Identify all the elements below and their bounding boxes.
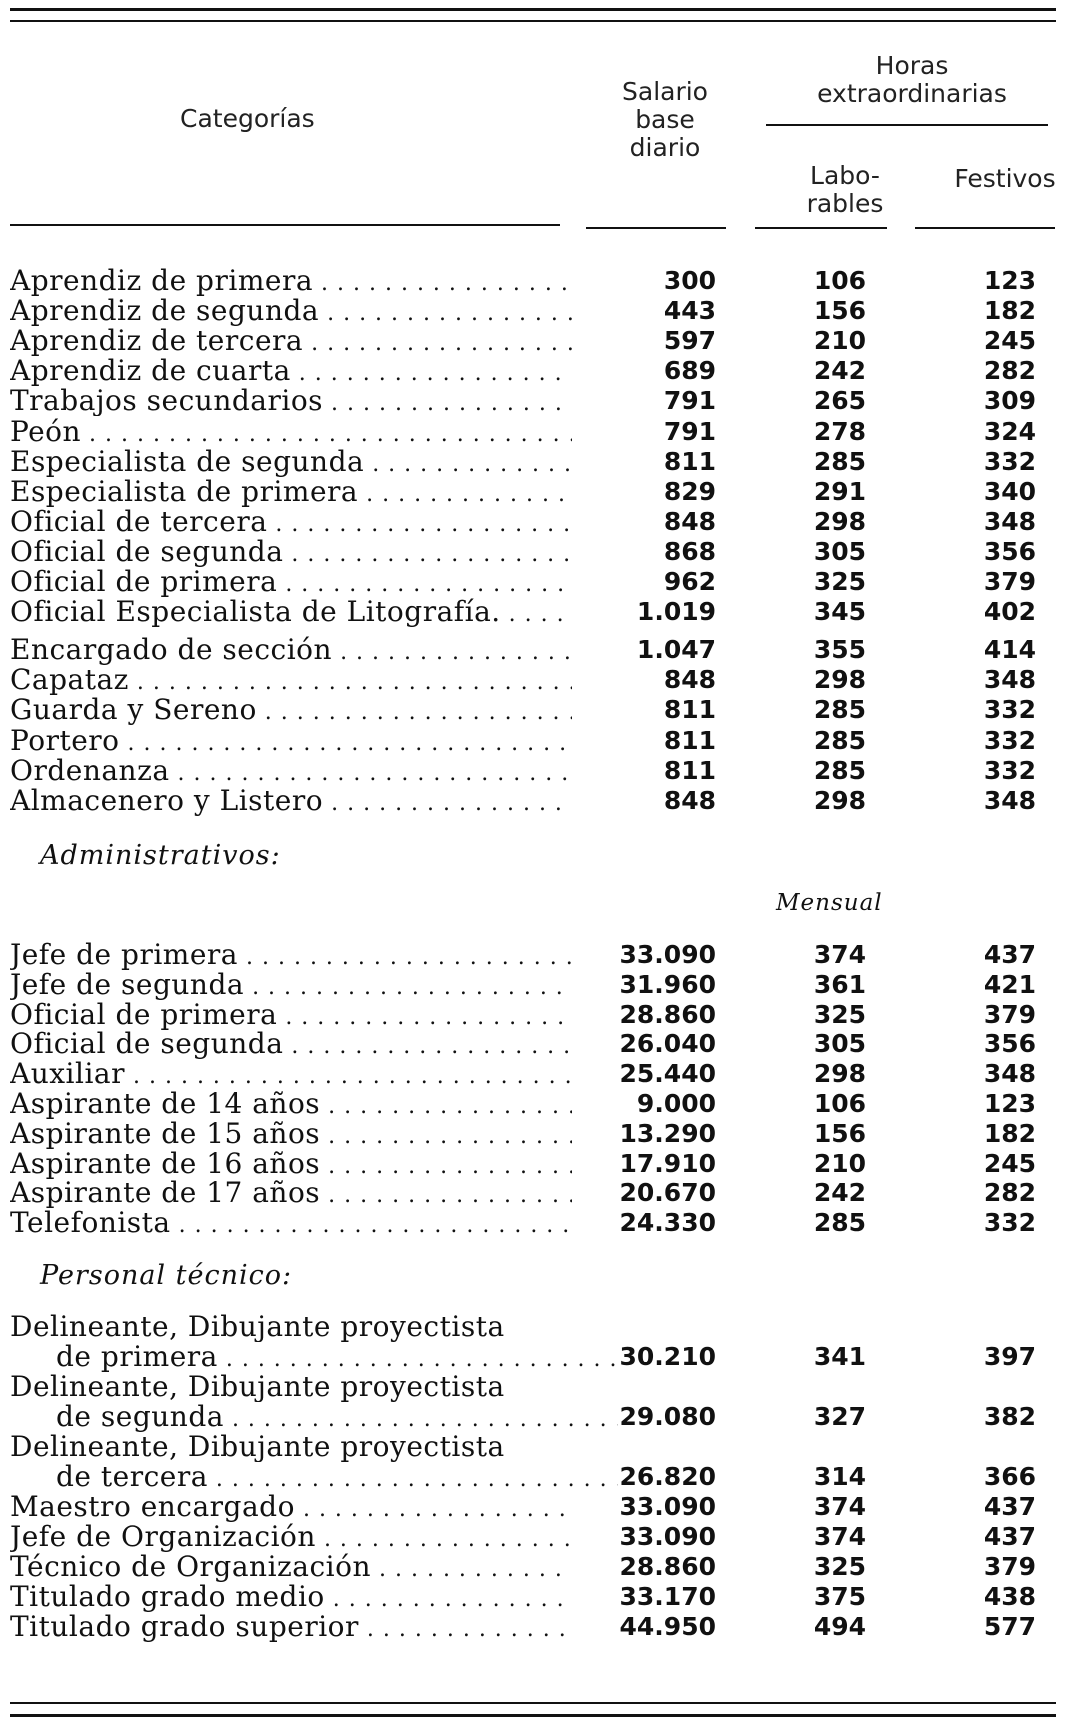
label-mensual: Mensual (776, 890, 883, 916)
header-rule-laborables (755, 227, 887, 229)
operario-row (0, 567, 1066, 597)
operario-category: Portero . . . (10, 726, 572, 756)
operario-festivos: 182 (983, 296, 1036, 326)
operario-laborables: 242 (813, 356, 866, 386)
administrativo-laborables: 106 (813, 1089, 866, 1118)
tecnico-festivos: 438 (983, 1582, 1036, 1611)
operario-category: Aprendiz de segunda . . . (10, 296, 572, 326)
operario-laborables: 210 (813, 326, 866, 356)
tecnico-festivos: 379 (983, 1552, 1036, 1581)
operario-salario: 1.047 (636, 635, 716, 665)
operario-festivos: 340 (983, 476, 1036, 506)
operario-salario: 848 (663, 785, 716, 815)
operario-category: Oficial de segunda . . . (10, 537, 572, 567)
top-rule (10, 8, 1056, 11)
tecnico-salario: 29.080 (619, 1402, 716, 1431)
operario-row (0, 326, 1066, 356)
administrativo-laborables: 325 (813, 999, 866, 1029)
administrativo-salario: 17.910 (619, 1148, 716, 1178)
tecnico-category: de primera . . . (56, 1342, 618, 1372)
operario-row (0, 635, 1066, 665)
operario-row (0, 386, 1066, 416)
operario-row (0, 726, 1066, 756)
section-tecnico: Personal técnico: (40, 1260, 293, 1291)
operario-salario: 300 (663, 266, 716, 295)
tecnico-festivos: 366 (983, 1462, 1036, 1491)
tecnico-category: Maestro encargado . . . (10, 1492, 572, 1522)
operario-laborables: 285 (813, 725, 866, 755)
bottom-rule (10, 1714, 1056, 1717)
tecnico-row (0, 1402, 1066, 1432)
operario-category: Encargado de sección . . . (10, 635, 572, 665)
operario-category: Guarda y Sereno . . . (10, 695, 572, 725)
administrativo-row (0, 1119, 1066, 1149)
tecnico-laborables: 494 (813, 1612, 866, 1641)
tecnico-row (0, 1582, 1066, 1612)
operario-row (0, 356, 1066, 386)
operario-category: Almacenero y Listero . . . (10, 786, 572, 816)
operario-row (0, 786, 1066, 816)
tecnico-festivos: 437 (983, 1492, 1036, 1521)
operario-salario: 811 (663, 725, 716, 755)
operario-row (0, 417, 1066, 447)
top-rule-thin (10, 20, 1056, 22)
administrativo-festivos: 348 (983, 1059, 1036, 1089)
operario-salario: 962 (663, 567, 716, 596)
operario-laborables: 325 (813, 567, 866, 596)
administrativo-category: Aspirante de 15 años . . . (10, 1119, 572, 1149)
operario-row (0, 507, 1066, 537)
administrativo-salario: 28.860 (619, 999, 716, 1029)
header-festivos: Festivos (954, 164, 1056, 193)
operario-festivos: 379 (983, 567, 1036, 596)
operario-laborables: 291 (813, 476, 866, 506)
tecnico-category-line1: Delineante, Dibujante proyectista (10, 1372, 505, 1402)
operario-category: Oficial de primera . . . (10, 567, 572, 597)
tecnico-category: de segunda . . . (56, 1402, 618, 1432)
administrativo-festivos: 437 (983, 940, 1036, 969)
operario-laborables: 106 (813, 266, 866, 295)
administrativo-salario: 20.670 (619, 1178, 716, 1208)
tecnico-laborables: 374 (813, 1492, 866, 1521)
operario-salario: 868 (663, 536, 716, 566)
operario-category: Oficial Especialista de Litografía. . . . (10, 597, 572, 627)
operario-festivos: 123 (983, 266, 1036, 295)
operario-category: Oficial de tercera . . . (10, 507, 572, 537)
operario-salario: 597 (663, 326, 716, 356)
operario-festivos: 332 (983, 446, 1036, 476)
operario-row (0, 447, 1066, 477)
administrativo-festivos: 379 (983, 999, 1036, 1029)
operario-salario: 848 (663, 665, 716, 695)
tecnico-laborables: 327 (813, 1402, 866, 1431)
tecnico-laborables: 341 (813, 1342, 866, 1371)
administrativo-row (0, 1029, 1066, 1059)
administrativo-salario: 24.330 (619, 1208, 716, 1238)
header-rule-festivos (915, 227, 1055, 229)
operario-category: Ordenanza . . . (10, 756, 572, 786)
header-rule-categorias (10, 224, 560, 226)
operario-salario: 829 (663, 476, 716, 506)
operario-salario: 811 (663, 695, 716, 725)
administrativo-festivos: 123 (983, 1089, 1036, 1118)
tecnico-salario: 44.950 (619, 1612, 716, 1641)
operario-laborables: 285 (813, 446, 866, 476)
administrativo-category: Oficial de primera . . . (10, 1000, 572, 1030)
operario-category: Peón . . . (10, 417, 572, 447)
operario-laborables: 285 (813, 755, 866, 785)
tecnico-festivos: 382 (983, 1402, 1036, 1431)
operario-salario: 443 (663, 296, 716, 326)
tecnico-category: Titulado grado medio . . . (10, 1582, 572, 1612)
operario-row (0, 296, 1066, 326)
header-laborables: Labo- rables (806, 161, 884, 218)
header-categorias: Categorías (180, 104, 315, 133)
administrativo-salario: 13.290 (619, 1118, 716, 1148)
administrativo-laborables: 242 (813, 1178, 866, 1208)
tecnico-category: Técnico de Organización . . . (10, 1552, 572, 1582)
operario-laborables: 298 (813, 665, 866, 695)
tecnico-salario: 33.170 (619, 1582, 716, 1611)
administrativo-row (0, 1178, 1066, 1208)
operario-salario: 811 (663, 755, 716, 785)
administrativo-festivos: 421 (983, 969, 1036, 999)
tecnico-laborables: 325 (813, 1552, 866, 1581)
tecnico-festivos: 437 (983, 1522, 1036, 1551)
operario-salario: 1.019 (636, 597, 716, 627)
operario-laborables: 265 (813, 386, 866, 416)
operario-row (0, 756, 1066, 786)
operario-festivos: 356 (983, 536, 1036, 566)
operario-laborables: 345 (813, 597, 866, 627)
administrativo-row (0, 1000, 1066, 1030)
operario-festivos: 332 (983, 755, 1036, 785)
operario-laborables: 298 (813, 785, 866, 815)
administrativo-salario: 9.000 (636, 1089, 716, 1118)
operario-laborables: 285 (813, 695, 866, 725)
tecnico-laborables: 374 (813, 1522, 866, 1551)
operario-festivos: 282 (983, 356, 1036, 386)
operario-category: Aprendiz de primera . . . (10, 266, 572, 296)
operario-festivos: 309 (983, 386, 1036, 416)
operario-row (0, 597, 1066, 627)
administrativo-festivos: 356 (983, 1029, 1036, 1059)
administrativo-row (0, 1089, 1066, 1119)
operario-row (0, 537, 1066, 567)
operario-salario: 811 (663, 446, 716, 476)
tecnico-category: Jefe de Organización . . . (10, 1522, 572, 1552)
operario-salario: 791 (663, 386, 716, 416)
administrativo-salario: 26.040 (619, 1029, 716, 1059)
header-rule-salario (586, 227, 726, 229)
tecnico-festivos: 397 (983, 1342, 1036, 1371)
operario-festivos: 324 (983, 416, 1036, 446)
administrativo-festivos: 245 (983, 1148, 1036, 1178)
operario-category: Especialista de segunda . . . (10, 447, 572, 477)
operario-laborables: 156 (813, 296, 866, 326)
tecnico-laborables: 375 (813, 1582, 866, 1611)
operario-festivos: 332 (983, 695, 1036, 725)
administrativo-laborables: 210 (813, 1148, 866, 1178)
tecnico-salario: 33.090 (619, 1522, 716, 1551)
administrativo-category: Auxiliar . . . (10, 1059, 572, 1089)
operario-festivos: 332 (983, 725, 1036, 755)
administrativo-laborables: 298 (813, 1059, 866, 1089)
tecnico-category-line1: Delineante, Dibujante proyectista (10, 1312, 505, 1342)
operario-category: Especialista de primera . . . (10, 477, 572, 507)
operario-category: Trabajos secundarios . . . (10, 386, 572, 416)
administrativo-laborables: 156 (813, 1118, 866, 1148)
administrativo-festivos: 282 (983, 1178, 1036, 1208)
administrativo-festivos: 182 (983, 1118, 1036, 1148)
tecnico-category: Titulado grado superior . . . (10, 1612, 572, 1642)
tecnico-salario: 33.090 (619, 1492, 716, 1521)
tecnico-salario: 26.820 (619, 1462, 716, 1491)
tecnico-festivos: 577 (983, 1612, 1036, 1641)
administrativo-salario: 33.090 (619, 940, 716, 969)
operario-row (0, 477, 1066, 507)
operario-row (0, 695, 1066, 725)
operario-festivos: 414 (983, 635, 1036, 665)
operario-festivos: 245 (983, 326, 1036, 356)
tecnico-row (0, 1462, 1066, 1492)
administrativo-category: Oficial de segunda . . . (10, 1029, 572, 1059)
header-salario: Salario base diario (622, 77, 708, 162)
tecnico-row (0, 1492, 1066, 1522)
tecnico-row (0, 1552, 1066, 1582)
administrativo-row (0, 970, 1066, 1000)
operario-row (0, 266, 1066, 296)
administrativo-laborables: 285 (813, 1208, 866, 1238)
administrativo-laborables: 305 (813, 1029, 866, 1059)
tecnico-row (0, 1612, 1066, 1642)
operario-salario: 848 (663, 506, 716, 536)
operario-row (0, 665, 1066, 695)
operario-laborables: 298 (813, 506, 866, 536)
administrativo-salario: 31.960 (619, 969, 716, 999)
bottom-rule-thin (10, 1702, 1056, 1704)
administrativo-festivos: 332 (983, 1208, 1036, 1238)
tecnico-category-line1: Delineante, Dibujante proyectista (10, 1432, 505, 1462)
tecnico-salario: 30.210 (619, 1342, 716, 1371)
operario-salario: 791 (663, 416, 716, 446)
operario-category: Aprendiz de cuarta . . . (10, 356, 572, 386)
administrativo-category: Jefe de segunda . . . (10, 970, 572, 1000)
operario-festivos: 348 (983, 665, 1036, 695)
administrativo-category: Telefonista . . . (10, 1208, 572, 1238)
administrativo-category: Aspirante de 16 años . . . (10, 1149, 572, 1179)
administrativo-laborables: 361 (813, 969, 866, 999)
tecnico-laborables: 314 (813, 1462, 866, 1491)
administrativo-laborables: 374 (813, 940, 866, 969)
administrativo-salario: 25.440 (619, 1059, 716, 1089)
tecnico-salario: 28.860 (619, 1552, 716, 1581)
operario-laborables: 278 (813, 416, 866, 446)
tecnico-row (0, 1342, 1066, 1372)
administrativo-row (0, 1059, 1066, 1089)
operario-festivos: 348 (983, 785, 1036, 815)
administrativo-row (0, 940, 1066, 970)
operario-laborables: 305 (813, 536, 866, 566)
administrativo-category: Aspirante de 14 años . . . (10, 1089, 572, 1119)
header-horas-underline (766, 124, 1048, 126)
operario-festivos: 348 (983, 506, 1036, 536)
header-horas-extraordinarias: Horas extraordinarias (817, 51, 1007, 108)
administrativo-row (0, 1208, 1066, 1238)
section-administrativos: Administrativos: (40, 840, 281, 871)
operario-category: Aprendiz de tercera . . . (10, 326, 572, 356)
administrativo-row (0, 1149, 1066, 1179)
operario-laborables: 355 (813, 635, 866, 665)
operario-category: Capataz . . . (10, 665, 572, 695)
operario-festivos: 402 (983, 597, 1036, 627)
operario-salario: 689 (663, 356, 716, 386)
administrativo-category: Aspirante de 17 años . . . (10, 1178, 572, 1208)
tecnico-row (0, 1522, 1066, 1552)
administrativo-category: Jefe de primera . . . (10, 940, 572, 970)
tecnico-category: de tercera . . . (56, 1462, 618, 1492)
